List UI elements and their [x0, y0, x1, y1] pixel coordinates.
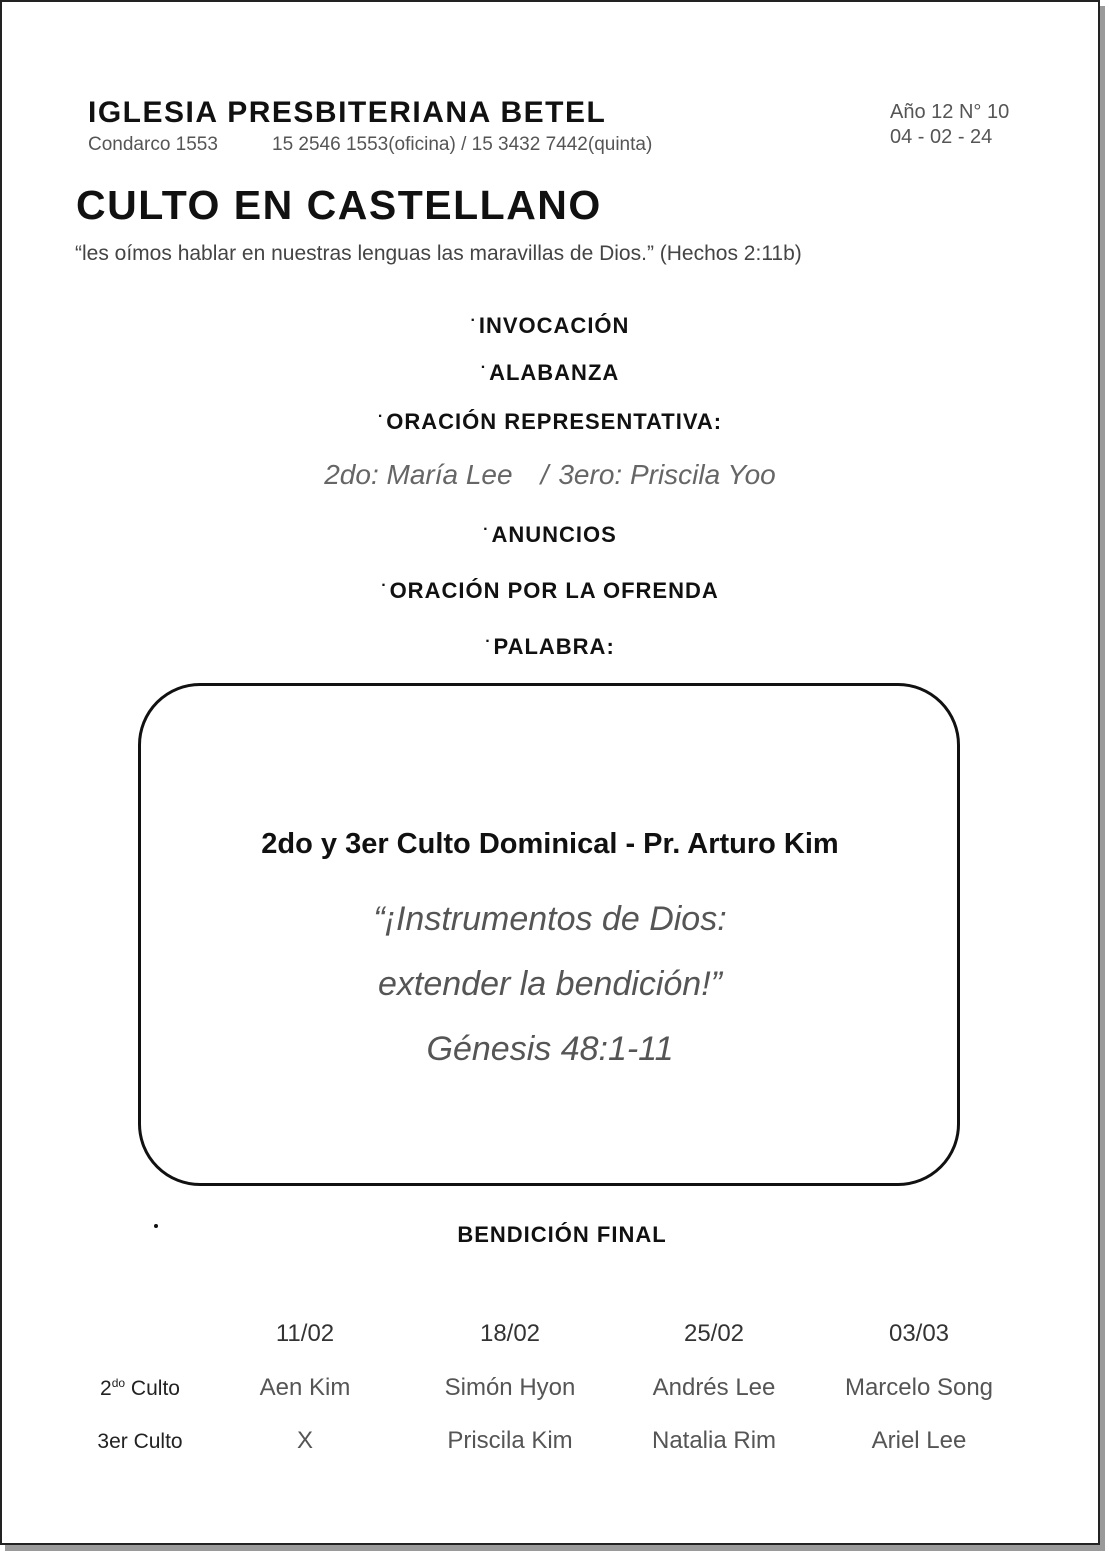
schedule-cell: Simón Hyon: [444, 1374, 576, 1401]
issue-date: 04 - 02 - 24: [890, 126, 993, 148]
order-palabra: ·PALABRA:: [485, 633, 615, 659]
order-oracion-representativa: ·ORACIÓN REPRESENTATIVA:: [377, 408, 723, 434]
bullet-icon: ·: [377, 408, 385, 425]
bullet-icon: ·: [485, 633, 492, 650]
schedule-row-label: 3er Culto: [97, 1430, 183, 1453]
schedule-cell: Ariel Lee: [871, 1427, 967, 1454]
schedule-cell: X: [296, 1427, 313, 1454]
sermon-title-line1: “¡Instrumentos de Dios:: [373, 900, 727, 938]
schedule-cell: Aen Kim: [259, 1374, 351, 1401]
sermon-heading: 2do y 3er Culto Dominical - Pr. Arturo Kim: [261, 828, 839, 860]
schedule-cell: Marcelo Song: [844, 1374, 994, 1401]
schedule-row-label: $2^{do}$ Culto: [100, 1376, 180, 1400]
order-alabanza: ·ALABANZA: [480, 359, 620, 385]
order-invocacion: ·INVOCACIÓN: [470, 312, 630, 338]
sermon-title-line2: extender la bendición!”: [377, 965, 722, 1003]
rep-second: 2do: María Lee: [324, 459, 513, 490]
order-oracion-ofrenda: ·ORACIÓN POR LA OFRENDA: [381, 577, 719, 603]
schedule-cell: Andrés Lee: [652, 1374, 776, 1401]
issue-info: [890, 100, 1009, 150]
rep-separator: /: [540, 459, 549, 490]
rep-third: 3ero: Priscila Yoo: [558, 459, 776, 490]
bullet-icon: ·: [381, 577, 388, 594]
schedule-date: 11/02: [275, 1320, 335, 1347]
church-phones: 15 2546 1553(oficina) / 15 3432 7442(quinta): [272, 134, 653, 155]
bullet-icon: ·: [480, 359, 488, 376]
closing-blessing: BENDICIÓN FINAL: [457, 1222, 667, 1247]
sermon-reference: Génesis 48:1-11: [426, 1030, 674, 1068]
order-anuncios: ·ANUNCIOS: [483, 521, 617, 547]
schedule-date: 25/02: [683, 1320, 745, 1347]
verse-quote: “les oímos hablar en nuestras lenguas las maravillas de Dios.” (Hechos 2:11b): [75, 242, 802, 265]
page-title: CULTO EN CASTELLANO: [76, 182, 602, 228]
schedule-cell: Priscila Kim: [447, 1427, 573, 1454]
church-address: Condarco 1553: [88, 134, 218, 155]
representatives: [2, 459, 1098, 491]
bullet-icon: ·: [483, 521, 490, 538]
schedule-cell: Natalia Rim: [651, 1427, 777, 1454]
church-name: IGLESIA PRESBITERIANA BETEL: [88, 96, 607, 129]
schedule-date: 03/03: [888, 1320, 950, 1347]
bullet-icon: ·: [470, 312, 477, 329]
schedule-date: 18/02: [479, 1320, 541, 1347]
issue-number: Año 12 N° 10: [890, 101, 1010, 123]
